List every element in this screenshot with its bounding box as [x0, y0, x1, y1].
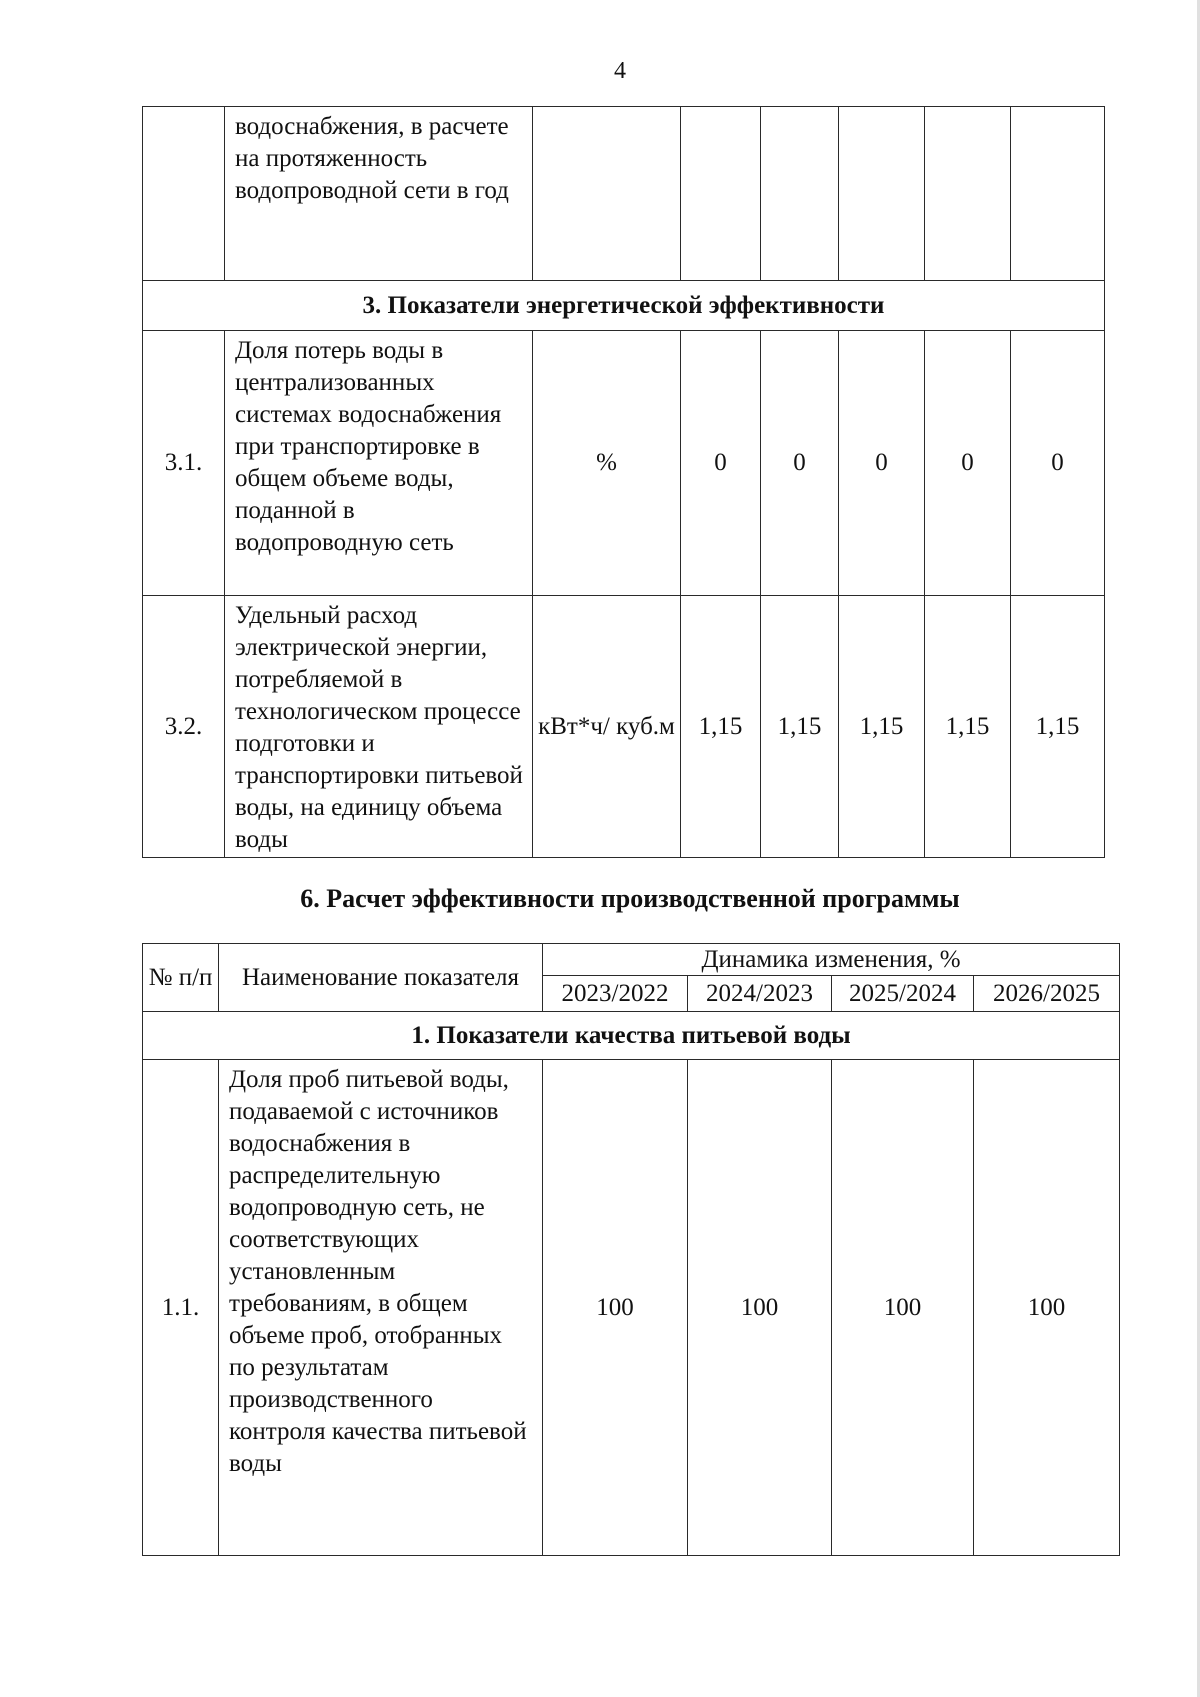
indicators-table-continued — [142, 106, 1105, 858]
row-number: 3.2. — [143, 596, 225, 858]
period-header: 2026/2025 — [974, 976, 1120, 1012]
section-row — [143, 281, 1105, 331]
table-row — [143, 331, 1105, 596]
section-row — [143, 1012, 1120, 1060]
section-title: 1. Показатели качества питьевой воды — [143, 1012, 1120, 1060]
row-number — [143, 107, 225, 281]
number-column-header: № п/п — [143, 944, 219, 1012]
value-cell: 0 — [1011, 331, 1105, 596]
indicator-name: Удельный расход электрической энергии, потребляемой в технологическом процессе подготовки и транспортировки питьевой воды, на единицу объема воды — [225, 596, 533, 858]
table-row — [143, 596, 1105, 858]
value-cell — [681, 107, 761, 281]
table-row — [143, 107, 1105, 281]
value-cell: 1,15 — [1011, 596, 1105, 858]
dynamics-group-header: Динамика изменения, % — [543, 944, 1120, 976]
value-cell: 1,15 — [681, 596, 761, 858]
value-cell: 0 — [681, 331, 761, 596]
header-row — [143, 944, 1120, 976]
period-header: 2025/2024 — [832, 976, 974, 1012]
value-cell: 1,15 — [839, 596, 925, 858]
value-cell — [761, 107, 839, 281]
value-cell: 100 — [688, 1060, 832, 1556]
page-number: 4 — [614, 58, 626, 84]
unit-cell — [533, 107, 681, 281]
value-cell — [839, 107, 925, 281]
value-cell: 0 — [761, 331, 839, 596]
row-number: 1.1. — [143, 1060, 219, 1556]
table-row — [143, 1060, 1120, 1556]
value-cell — [1011, 107, 1105, 281]
value-cell: 1,15 — [925, 596, 1011, 858]
efficiency-table — [142, 943, 1120, 1556]
value-cell: 0 — [839, 331, 925, 596]
value-cell: 100 — [543, 1060, 688, 1556]
value-cell: 100 — [832, 1060, 974, 1556]
value-cell: 100 — [974, 1060, 1120, 1556]
row-number: 3.1. — [143, 331, 225, 596]
section-title: 3. Показатели энергетической эффективности — [143, 281, 1105, 331]
value-cell: 0 — [925, 331, 1011, 596]
unit-cell: % — [533, 331, 681, 596]
section-heading: 6. Расчет эффективности производственной программы — [300, 884, 960, 913]
value-cell: 1,15 — [761, 596, 839, 858]
indicator-name: Доля потерь воды в централизованных системах водоснабжения при транспортировке в общем объеме воды, поданной в водопроводную сеть — [225, 331, 533, 596]
unit-cell: кВт*ч/ куб.м — [533, 596, 681, 858]
indicator-name: водоснабжения, в расчете на протяженность водопроводной сети в год — [225, 107, 533, 281]
value-cell — [925, 107, 1011, 281]
period-header: 2023/2022 — [543, 976, 688, 1012]
period-header: 2024/2023 — [688, 976, 832, 1012]
name-column-header: Наименование показателя — [219, 944, 543, 1012]
indicator-name: Доля проб питьевой воды, подаваемой с источников водоснабжения в распределительную водопроводную сеть, не соответствующих установленным требованиям, в общем объеме проб, отобранных по результатам производственного контроля качества питьевой воды — [219, 1060, 543, 1556]
